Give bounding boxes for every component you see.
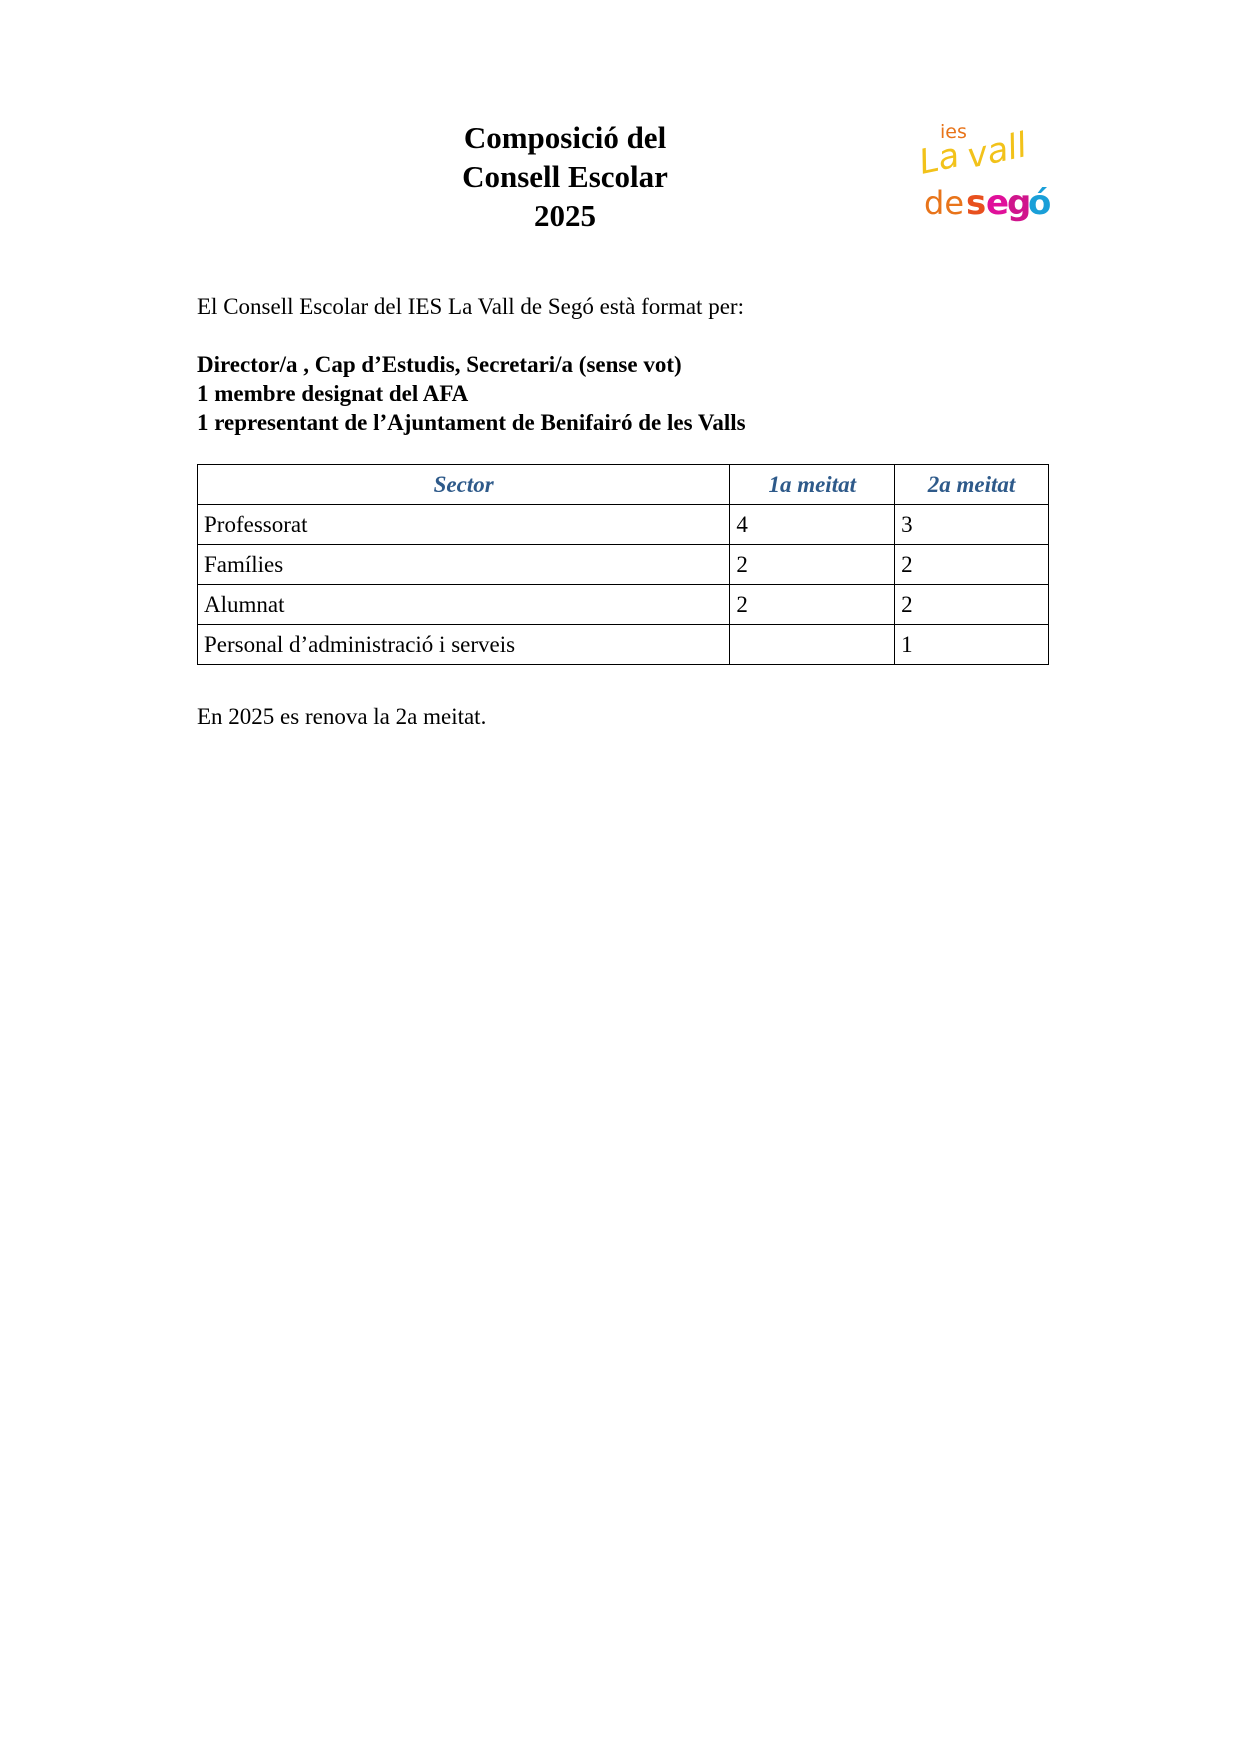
logo-e-letter: e: [986, 183, 1010, 223]
logo-ies-text: ies: [940, 121, 967, 143]
table-row: [198, 585, 1049, 625]
logo-g-letter: g: [1007, 183, 1032, 223]
cell-first-half: 2: [730, 545, 895, 585]
renewal-note: En 2025 es renova la 2a meitat.: [197, 704, 487, 729]
header-first-half: 1a meitat: [730, 465, 895, 505]
table-row: [198, 545, 1049, 585]
sector-table: [197, 464, 1049, 665]
cell-sector: Personal d’administració i serveis: [198, 625, 730, 665]
header-sector: Sector: [198, 465, 730, 505]
school-logo: [920, 116, 1050, 236]
logo-s-letter: s: [966, 183, 987, 223]
table-row: [198, 625, 1049, 665]
member-line-afa: 1 membre designat del AFA: [197, 381, 469, 406]
table-row: [198, 505, 1049, 545]
page-title: [420, 118, 710, 235]
title-line-3: 2025: [534, 198, 596, 233]
title-line-1: Composició del: [463, 120, 667, 155]
cell-first-half: 2: [730, 585, 895, 625]
cell-second-half: 2: [895, 545, 1049, 585]
school-logo-graphic: [920, 116, 1050, 236]
cell-first-half: 4: [730, 505, 895, 545]
cell-second-half: 1: [895, 625, 1049, 665]
intro-text: El Consell Escolar del IES La Vall de Segó està format per:: [197, 294, 744, 319]
table-header-row: [198, 465, 1049, 505]
title-line-2: Consell Escolar: [462, 159, 668, 194]
logo-o-letter: ó: [1028, 183, 1050, 223]
logo-la-text: La: [920, 135, 963, 183]
logo-de-text: de: [924, 184, 964, 222]
cell-sector: Alumnat: [198, 585, 730, 625]
member-line-council: 1 representant de l’Ajuntament de Benifairó de les Valls: [197, 410, 746, 435]
cell-sector: Professorat: [198, 505, 730, 545]
cell-first-half: [730, 625, 895, 665]
member-list: [197, 350, 746, 437]
header-second-half: 2a meitat: [895, 465, 1049, 505]
cell-sector: Famílies: [198, 545, 730, 585]
cell-second-half: 3: [895, 505, 1049, 545]
logo-vall-text: vall: [963, 125, 1031, 177]
member-line-board: Director/a , Cap d’Estudis, Secretari/a (sense vot): [197, 352, 682, 377]
cell-second-half: 2: [895, 585, 1049, 625]
